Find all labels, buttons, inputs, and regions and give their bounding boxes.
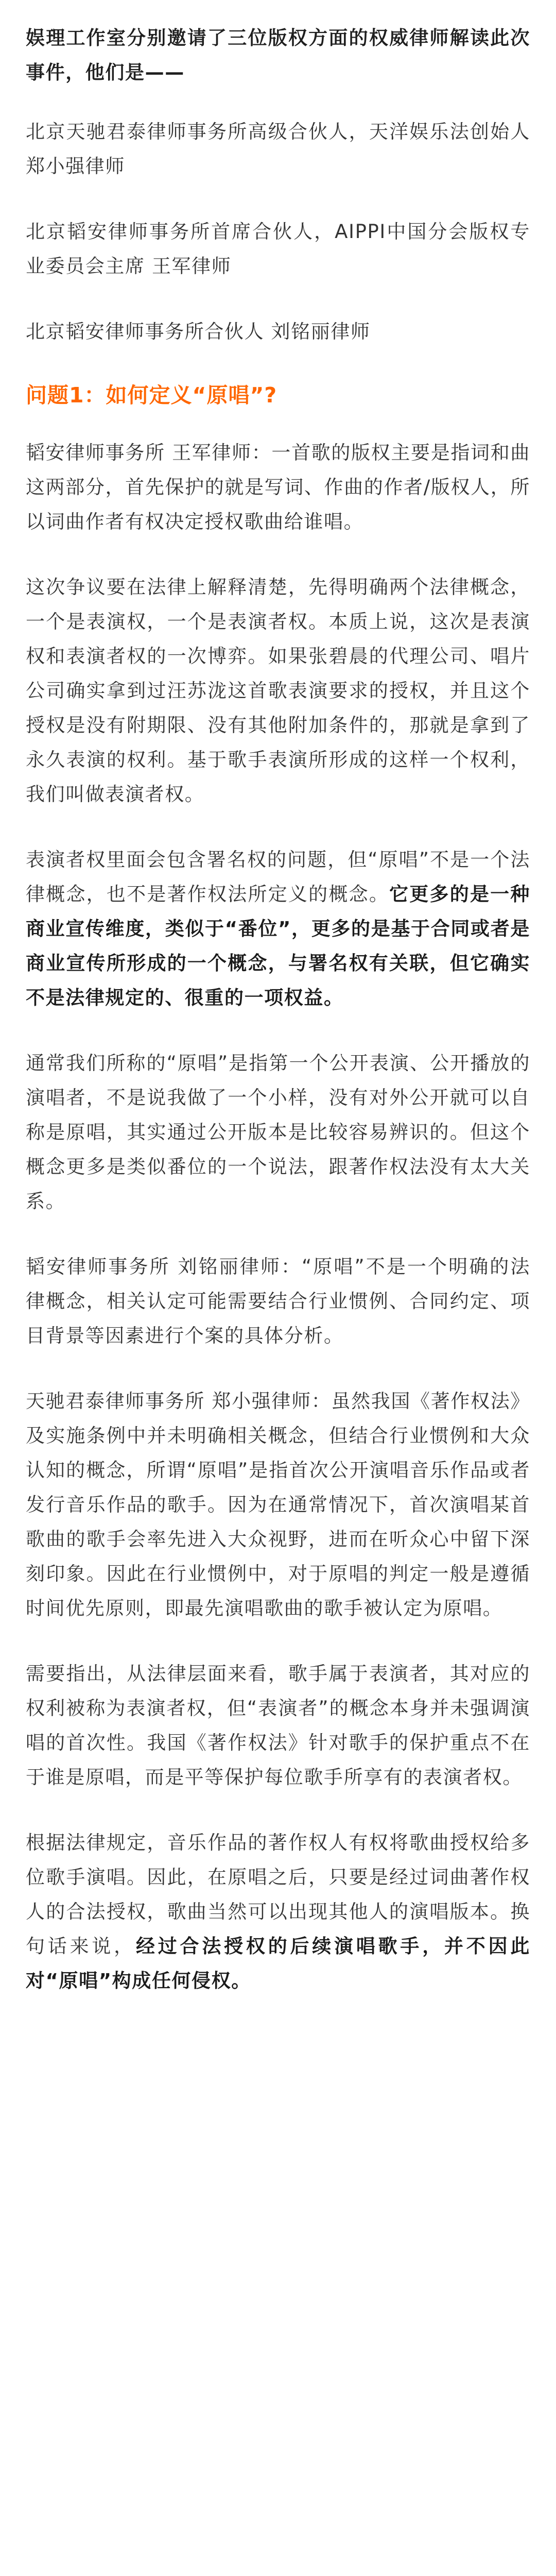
paragraph-liuminli: 韬安律师事务所 刘铭丽律师：“原唱”不是一个明确的法律概念，相关认定可能需要结合行业惯例、合同约定、项目背景等因素进行个案的具体分析。: [26, 1256, 530, 1347]
paragraph-original-singer: [26, 842, 530, 1015]
paragraph-authorization-bold: 经过合法授权的后续演唱歌手，并不因此对“原唱”构成任何侵权。: [26, 1935, 530, 1992]
intro-paragraph: 娱理工作室分别邀请了三位版权方面的权威律师解读此次事件，他们是——: [26, 27, 530, 83]
paragraph-wangjun-1: 韬安律师事务所 王军律师：一首歌的版权主要是指词和曲这两部分，首先保护的就是写词、作曲的作者/版权人，所以词曲作者有权决定授权歌曲给谁唱。: [26, 442, 530, 533]
lawyer-entry-2: 北京韬安律师事务所首席合伙人，AIPPI中国分会版权专业委员会主席 王军律师: [26, 221, 530, 277]
lawyer-entry-1: 北京天驰君泰律师事务所高级合伙人，天洋娱乐法创始人 郑小强律师: [26, 121, 530, 177]
question-1-heading: 问题1：如何定义“原唱”?: [26, 383, 277, 408]
paragraph-zhengxiaoqiang: 天驰君泰律师事务所 郑小强律师：虽然我国《著作权法》及实施条例中并未明确相关概念，但结合行业惯例和大众认知的概念，所谓“原唱”是指首次公开演唱音乐作品或者发行音乐作品的歌手。因为在通常情况下，首次演唱某首歌曲的歌手会率先进入大众视野，进而在听众心中留下深刻印象。因此在行业惯例中，对于原唱的判定一般是遵循时间优先原则，即最先演唱歌曲的歌手被认定为原唱。: [26, 1390, 530, 1619]
paragraph-original-singer-plain: 表演者权里面会包含署名权的问题，但“原唱”不是一个法律概念，也不是著作权法所定义的概念。: [26, 849, 530, 905]
lawyer-entry-3: 北京韬安律师事务所合伙人 刘铭丽律师: [26, 320, 371, 343]
paragraph-authorization-plain: 根据法律规定，音乐作品的著作权人有权将歌曲授权给多位歌手演唱。因此，在原唱之后，只要是经过词曲著作权人的合法授权，歌曲当然可以出现其他人的演唱版本。换句话来说，: [26, 1832, 530, 1957]
paragraph-authorization: [26, 1825, 530, 1998]
paragraph-first-performer: 通常我们所称的“原唱”是指第一个公开表演、公开播放的演唱者，不是说我做了一个小样，没有对外公开就可以自称是原唱，其实通过公开版本是比较容易辨识的。但这个概念更多是类似番位的一个说法，跟著作权法没有太大关系。: [26, 1052, 530, 1212]
paragraph-performer-right: 需要指出，从法律层面来看，歌手属于表演者，其对应的权利被称为表演者权，但“表演者”的概念本身并未强调演唱的首次性。我国《著作权法》针对歌手的保护重点不在于谁是原唱，而是平等保护每位歌手所享有的表演者权。: [26, 1663, 530, 1788]
paragraph-original-singer-bold: 它更多的是一种商业宣传维度，类似于“番位”，更多的是基于合同或者是商业宣传所形成的一个概念，与署名权有关联，但它确实不是法律规定的、很重的一项权益。: [26, 883, 530, 1009]
paragraph-wangjun-2: 这次争议要在法律上解释清楚，先得明确两个法律概念，一个是表演权，一个是表演者权。本质上说，这次是表演权和表演者权的一次博弈。如果张碧晨的代理公司、唱片公司确实拿到过汪苏泷这首歌表演要求的授权，并且这个授权是没有附期限、没有其他附加条件的，那就是拿到了永久表演的权利。基于歌手表演所形成的这样一个权利，我们叫做表演者权。: [26, 576, 530, 805]
